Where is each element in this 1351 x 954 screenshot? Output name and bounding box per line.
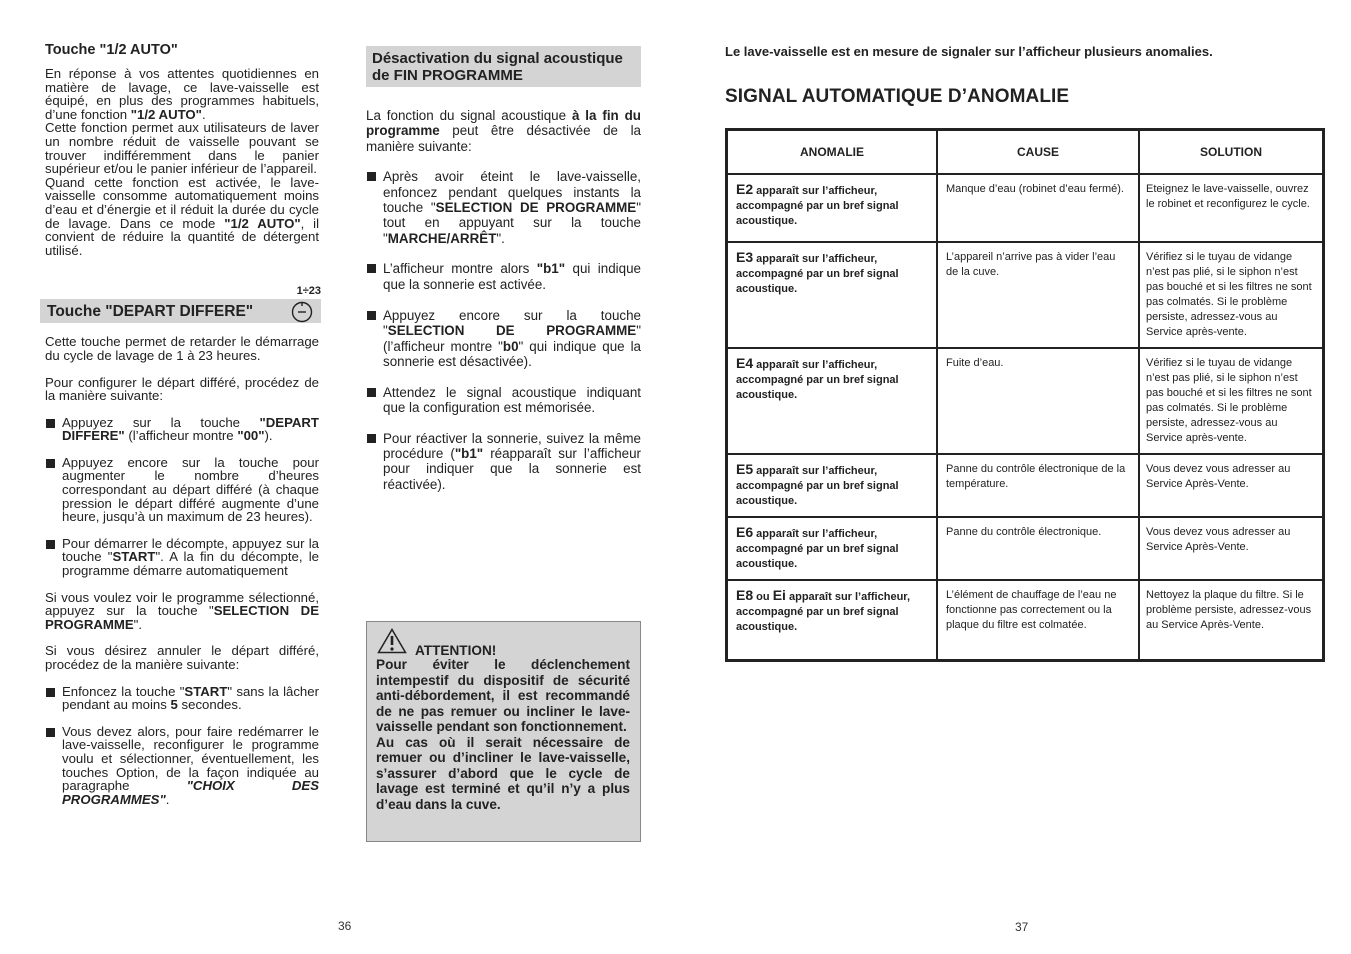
paragraph-depart-3: Si vous voulez voir le programme sélectionné, appuyez sur la touche "SELECTION DE PROGRAMME". bbox=[45, 589, 320, 632]
anomaly-cell: E5 apparaît sur l’afficheur, accompagné par un bref signal acoustique. bbox=[727, 454, 938, 517]
list-item: Vous devez alors, pour faire redémarrer le lave-vaisselle, reconfigurer le programme voulu et sélectionner, éventuellement, les touches Option, de la façon indiquée au paragraphe "CHOIX DES PROGRAMMES". bbox=[45, 725, 319, 807]
table-row bbox=[727, 517, 1324, 580]
paragraph-depart-2: Pour configurer le départ différé, procédez de la manière suivante: bbox=[45, 374, 319, 404]
section-title-depart-differe: Touche "DEPART DIFFERE" bbox=[40, 299, 321, 323]
cause-cell: Manque d’eau (robinet d’eau fermé). bbox=[937, 174, 1139, 242]
section-title-anomalie: SIGNAL AUTOMATIQUE D’ANOMALIE bbox=[725, 86, 1070, 107]
list-item: Appuyez encore sur la touche pour augmenter le nombre d’heures correspondant au départ différé (à chaque pression le départ différé augmente d’une heure, jusqu’à un maximum de 23 heures). bbox=[45, 456, 319, 524]
paragraph-depart-1: Cette touche permet de retarder le démarrage du cycle de lavage de 1 à 23 heures. bbox=[45, 334, 319, 363]
clock-icon bbox=[291, 301, 313, 327]
list-item: Appuyez encore sur la touche "SELECTION DE PROGRAMME" (l’afficheur montre "b0" qui indique que la sonnerie est désactivée). bbox=[366, 308, 641, 370]
paragraph-signal-intro: La fonction du signal acoustique à la fin du programme peut être désactivée de la manière suivante: bbox=[366, 108, 641, 154]
middle-column bbox=[366, 46, 641, 492]
right-column bbox=[725, 44, 1325, 662]
anomaly-cell: E4 apparaît sur l’afficheur, accompagné par un bref signal acoustique. bbox=[727, 348, 938, 454]
list-item: Après avoir éteint le lave-vaisselle, enfoncez pendant quelques instants la touche "SELECTION DE PROGRAMME" tout en appuyant sur la touche "MARCHE/ARRÊT". bbox=[366, 169, 641, 246]
attention-box bbox=[366, 621, 641, 842]
header-solution: SOLUTION bbox=[1139, 130, 1324, 175]
attention-paragraph-1: Pour éviter le déclenchement intempestif du dispositif de sécurité anti-débordement, il est recommandé de ne pas remuer ou incliner le lave-vaisselle pendant son fonctionnement. bbox=[376, 657, 630, 734]
paragraph-depart-4: Si vous désirez annuler le départ différé, procédez de la manière suivante: bbox=[45, 643, 319, 672]
timer-range-label: 1÷23 bbox=[296, 285, 321, 298]
anomaly-cell: E2 apparaît sur l’afficheur, accompagné par un bref signal acoustique. bbox=[727, 174, 938, 242]
solution-cell: Vérifiez si le tuyau de vidange n’est pas plié, si le siphon n’est pas bouché et si les filtres ne sont pas colmatés. Si le problème persiste, adressez-vous au Service après-vente. bbox=[1139, 242, 1324, 348]
solution-cell: Vérifiez si le tuyau de vidange n’est pas plié, si le siphon n’est pas bouché et si les filtres ne sont pas colmatés. Si le problème persiste, adressez-vous au Service après-vente. bbox=[1139, 348, 1324, 454]
table-row bbox=[727, 242, 1324, 348]
anomaly-cell: E3 apparaît sur l’afficheur, accompagné par un bref signal acoustique. bbox=[727, 242, 938, 348]
header-anomalie: ANOMALIE bbox=[727, 130, 938, 175]
attention-title: ATTENTION! bbox=[415, 643, 497, 658]
solution-cell: Vous devez vous adresser au Service Après-Vente. bbox=[1139, 517, 1324, 580]
anomaly-cell: E6 apparaît sur l’afficheur, accompagné par un bref signal acoustique. bbox=[727, 517, 938, 580]
header-cause: CAUSE bbox=[937, 130, 1139, 175]
list-item: Attendez le signal acoustique indiquant que la configuration est mémorisée. bbox=[366, 385, 641, 416]
table-row bbox=[727, 174, 1324, 242]
table-row bbox=[727, 580, 1324, 660]
page-number-right: 37 bbox=[1015, 920, 1029, 934]
cause-cell: L’élément de chauffage de l’eau ne fonctionne pas correctement ou la plaque du filtre est colmatée. bbox=[937, 580, 1139, 660]
anomaly-table bbox=[725, 128, 1325, 662]
list-item: L’afficheur montre alors "b1" qui indique que la sonnerie est activée. bbox=[366, 261, 641, 292]
list-item: Appuyez sur la touche "DEPART DIFFERE" (l’afficheur montre "00"). bbox=[45, 416, 319, 443]
warning-triangle-icon bbox=[377, 628, 407, 659]
section-title-signal: Désactivation du signal acoustique de FIN PROGRAMME bbox=[366, 46, 641, 87]
anomaly-cell: E8 ou Ei apparaît sur l’afficheur, accompagné par un bref signal acoustique. bbox=[727, 580, 938, 660]
list-item: Pour réactiver la sonnerie, suivez la même procédure ("b1" réapparaît sur l’afficheur pour indiquer que la sonnerie est réactivée). bbox=[366, 431, 641, 493]
depart-header-block bbox=[45, 257, 321, 321]
list-item: Pour démarrer le décompte, appuyez sur la touche "START". A la fin du décompte, le programme démarre automatiquement bbox=[45, 537, 319, 578]
section-title-half-auto: Touche "1/2 AUTO" bbox=[45, 42, 178, 58]
attention-paragraph-2: Au cas où il serait nécessaire de remuer ou d’incliner le lave-vaisselle, s’assurer d’abord que le cycle de lavage est terminé et qu’il n’y a plus d’eau dans la cuve. bbox=[376, 734, 630, 812]
page-number-left: 36 bbox=[338, 919, 352, 933]
list-item: Enfoncez la touche "START" sans la lâcher pendant au moins 5 secondes. bbox=[45, 685, 319, 712]
cause-cell: Panne du contrôle électronique. bbox=[937, 517, 1139, 580]
cause-cell: Fuite d’eau. bbox=[937, 348, 1139, 454]
cause-cell: Panne du contrôle électronique de la température. bbox=[937, 454, 1139, 517]
table-header-row bbox=[727, 130, 1324, 175]
paragraph-half-auto-1: En réponse à vos attentes quotidiennes en matière de lavage, ce lave-vaisselle est équipé, en plus des programmes habituels, d’une fonction "1/2 AUTO". Cette fonction permet aux utilisateurs de laver un nombre réduit de vaisselle pouvant se trouver indifféremment dans le panier supérieur et/ou le panier inférieur de l’appareil. Quand cette fonction est activée, le lave-vaisselle consomme automatiquement moins d’eau et d’énergie et il réduit la durée du cycle de lavage. Dans ce mode "1/2 AUTO", il convient de réduire la quantité de détergent utilisé. bbox=[45, 66, 320, 258]
solution-cell: Eteignez le lave-vaisselle, ouvrez le robinet et reconfigurez le cycle. bbox=[1139, 174, 1324, 242]
table-row bbox=[727, 454, 1324, 517]
table-row bbox=[727, 348, 1324, 454]
cause-cell: L’appareil n’arrive pas à vider l’eau de la cuve. bbox=[937, 242, 1139, 348]
intro-text: Le lave-vaisselle est en mesure de signaler sur l’afficheur plusieurs anomalies. bbox=[725, 44, 1213, 59]
left-column bbox=[45, 42, 319, 806]
solution-cell: Nettoyez la plaque du filtre. Si le problème persiste, adressez-vous au Service Après-Vente. bbox=[1139, 580, 1324, 660]
solution-cell: Vous devez vous adresser au Service Après-Vente. bbox=[1139, 454, 1324, 517]
